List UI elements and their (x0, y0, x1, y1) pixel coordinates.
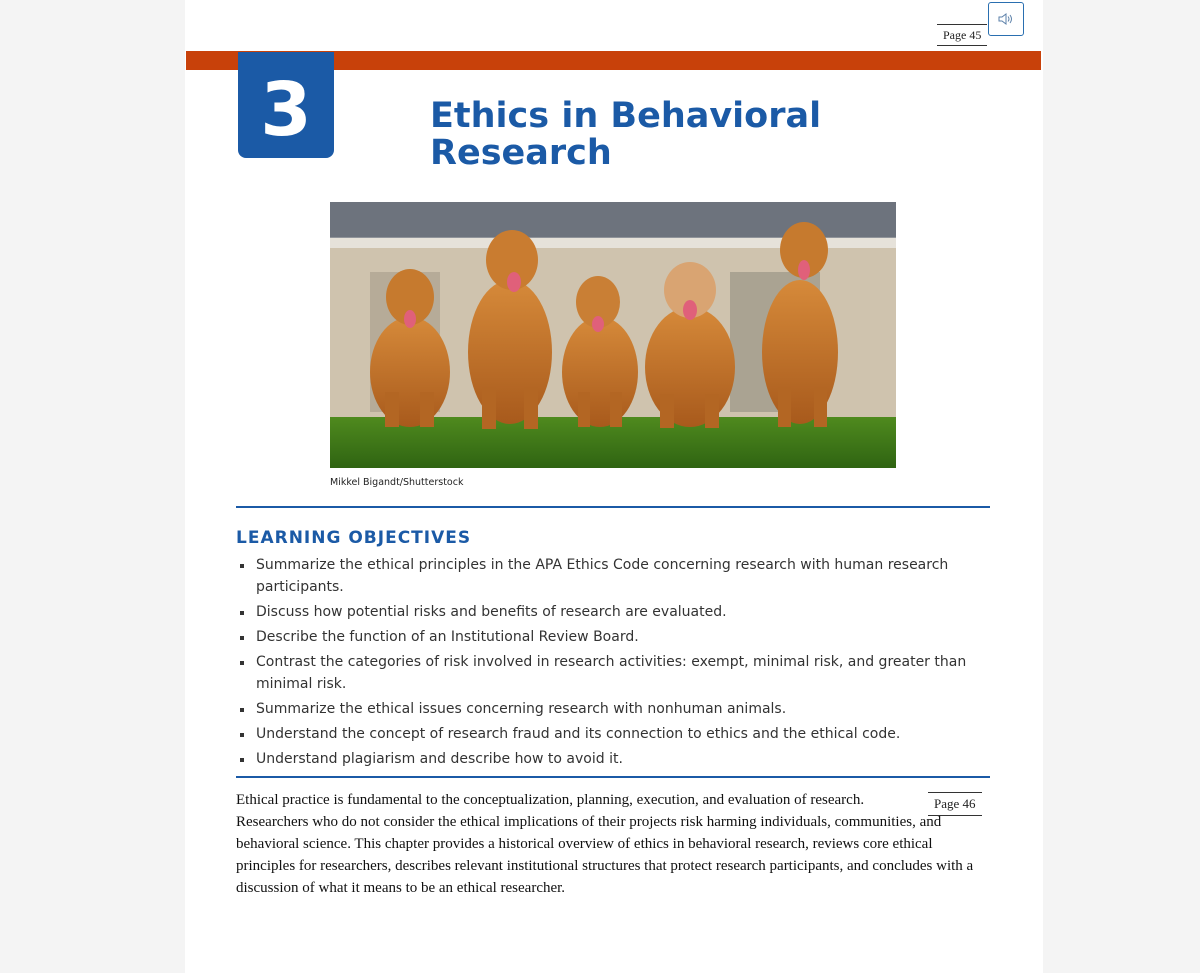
chapter-number-badge (238, 52, 334, 158)
list-item: Contrast the categories of risk involved in research activities: exempt, minimal risk, and greater than minimal risk. (238, 651, 978, 695)
chapter-number: 3 (260, 67, 312, 153)
photo-credit: Mikkel Bigandt/Shutterstock (330, 477, 464, 488)
list-item: Describe the function of an Institutional Review Board. (238, 626, 978, 648)
audio-button[interactable] (988, 2, 1024, 36)
page-marker-top: Page 45 (937, 24, 987, 46)
speaker-icon (998, 12, 1014, 26)
learning-objectives-heading: LEARNING OBJECTIVES (236, 528, 472, 548)
list-item: Summarize the ethical principles in the APA Ethics Code concerning research with human research participants. (238, 554, 978, 598)
list-item: Summarize the ethical issues concerning research with nonhuman animals. (238, 698, 978, 720)
list-item: Understand the concept of research fraud and its connection to ethics and the ethical code. (238, 723, 978, 745)
list-item: Understand plagiarism and describe how to avoid it. (238, 748, 978, 770)
golden-retrievers-photo (330, 202, 896, 468)
section-divider-top (236, 506, 990, 508)
section-divider-bottom (236, 776, 990, 778)
intro-text: Ethical practice is fundamental to the conceptualization, planning, execution, and evaluation of research. Researchers who do not consider the ethical implications of their projects risk harming individuals, communities, and behavioral science. This chapter provides a historical overview of ethics in behavioral research, reviews core ethical principles for researchers, describes relevant institutional structures that protect research participants, and concludes with a discussion of what it means to be an ethical researcher. (236, 792, 974, 896)
chapter-title: Ethics in Behavioral Research (430, 96, 822, 173)
intro-paragraph (236, 789, 991, 899)
list-item: Discuss how potential risks and benefits of research are evaluated. (238, 601, 978, 623)
learning-objectives-list (238, 554, 978, 773)
page-marker-bottom: Page 46 (928, 792, 982, 816)
